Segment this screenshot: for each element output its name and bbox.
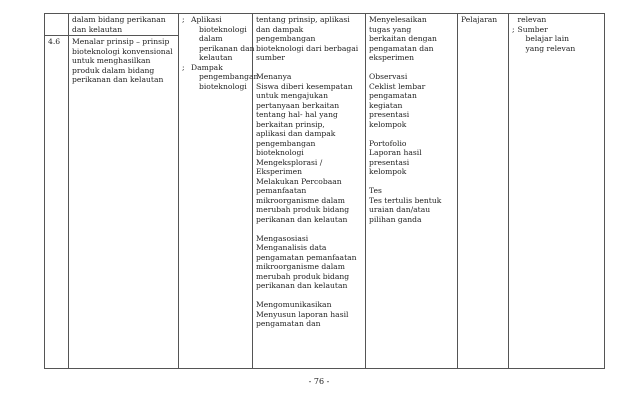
competency-line: untuk menghasilkan xyxy=(72,56,151,65)
assessment-line: Menyelesaikan xyxy=(369,15,427,24)
activity-line: Siswa diberi kesempatan xyxy=(256,81,353,91)
bullet-mark: ; xyxy=(182,62,185,72)
competency-line: bioteknologi konvensional xyxy=(72,46,173,56)
assessment-line: pilihan ganda xyxy=(369,214,422,224)
materi-cell xyxy=(179,14,259,369)
activity-line: bioteknologi dari berbagai xyxy=(256,43,359,53)
bullet-mark: ; xyxy=(512,24,515,34)
assessment-line: Observasi xyxy=(369,72,408,81)
materi-line: Dampak xyxy=(191,62,223,72)
activity-line: tentang prinsip, aplikasi xyxy=(256,15,350,24)
activity-line: pengembangan xyxy=(256,34,316,43)
waktu-text: Pelajaran xyxy=(461,15,498,24)
competency-line: dalam bidang perikanan xyxy=(72,15,166,24)
assessment-line: Ceklist lembar xyxy=(369,81,426,91)
activity-line: perikanan dan kelautan xyxy=(256,214,348,224)
competency-line: Menalar prinsip – prinsip xyxy=(72,37,170,46)
sumber-line: Sumber xyxy=(517,24,548,34)
competency-line: dan kelautan xyxy=(72,24,123,34)
activity-line: Mengomunikasikan xyxy=(256,300,332,309)
assessment-line: Portofolio xyxy=(369,138,407,148)
materi-line: perikanan dan xyxy=(199,43,255,53)
activity-line: pengamatan dan xyxy=(256,319,321,328)
assessment-line: kelompok xyxy=(369,167,407,176)
row2-number-cell xyxy=(45,36,69,369)
activity-line: mikroorganisme dalam xyxy=(256,195,345,205)
sumber-bullet-cell xyxy=(509,14,517,369)
activity-line: Menganalisis data xyxy=(256,243,327,252)
activity-line: Mengeksplorasi / xyxy=(256,157,323,167)
activity-line: Mengasosiasi xyxy=(256,233,309,243)
table-row xyxy=(45,14,605,36)
row2-competency-cell xyxy=(69,36,179,369)
activity-line: perikanan dan kelautan xyxy=(256,281,348,290)
activity-line: aplikasi dan dampak xyxy=(256,129,336,138)
penilaian-cell xyxy=(366,14,458,369)
assessment-line: presentasi xyxy=(369,157,410,167)
activity-line: bioteknologi xyxy=(256,148,304,157)
assessment-line: berkaitan dengan xyxy=(369,34,437,43)
activity-line: Menyusun laporan hasil xyxy=(256,309,349,319)
activity-line: merubah produk bidang xyxy=(256,205,350,214)
activity-line: merubah produk bidang xyxy=(256,271,350,281)
materi-line: Aplikasi xyxy=(191,15,222,24)
activity-line: pengamatan pemanfaatan xyxy=(256,252,357,262)
row1-competency-cell xyxy=(69,14,179,36)
activity-line: Menanya xyxy=(256,72,292,81)
activity-line: berkaitan prinsip, xyxy=(256,119,325,129)
assessment-line: tugas yang xyxy=(369,24,412,34)
assessment-line: kegiatan xyxy=(369,100,403,110)
activity-line: mikroorganisme dalam xyxy=(256,262,345,271)
waktu-cell xyxy=(458,14,509,369)
assessment-line: presentasi xyxy=(369,110,410,119)
assessment-line: Tes tertulis bentuk xyxy=(369,195,442,205)
materi-line: bioteknologi xyxy=(199,81,247,91)
row-number: 4.6 xyxy=(48,37,61,46)
assessment-line: pengamatan xyxy=(369,91,417,100)
assessment-line: kelompok xyxy=(369,119,407,129)
competency-line: perikanan dan kelautan xyxy=(72,75,164,84)
sumber-line: yang relevan xyxy=(525,43,576,53)
materi-line: dalam xyxy=(199,34,223,43)
assessment-line: Laporan hasil xyxy=(369,148,422,157)
assessment-line: uraian dan/atau xyxy=(369,205,431,214)
materi-line: kelautan xyxy=(199,53,233,62)
activity-line: pertanyaan berkaitan xyxy=(256,100,340,110)
competency-line: produk dalam bidang xyxy=(72,65,155,75)
assessment-line: pengamatan dan xyxy=(369,43,434,53)
materi-line: bioteknologi xyxy=(199,24,247,34)
assessment-line: eksperimen xyxy=(369,53,414,62)
pembelajaran-cell xyxy=(253,14,366,369)
sumber-line: relevan xyxy=(517,15,547,24)
materi-line: pengembangan xyxy=(199,72,259,81)
activity-line: sumber xyxy=(256,53,285,62)
assessment-line: Tes xyxy=(369,186,382,195)
sumber-cell xyxy=(517,14,605,369)
activity-line: pengembangan xyxy=(256,138,316,148)
sumber-line: belajar lain xyxy=(525,34,570,43)
activity-line: Melakukan Percobaan xyxy=(256,176,342,186)
activity-line: pemanfaatan xyxy=(256,186,307,195)
bullet-mark: ; xyxy=(182,15,185,24)
syllabus-table xyxy=(44,13,605,369)
activity-line: dan dampak xyxy=(256,24,304,34)
row1-number-cell xyxy=(45,14,69,36)
activity-line: Eksperimen xyxy=(256,167,303,176)
activity-line: tentang hal- hal yang xyxy=(256,110,338,119)
activity-line: untuk mengajukan xyxy=(256,91,328,100)
page-number: - 76 - xyxy=(308,377,330,386)
